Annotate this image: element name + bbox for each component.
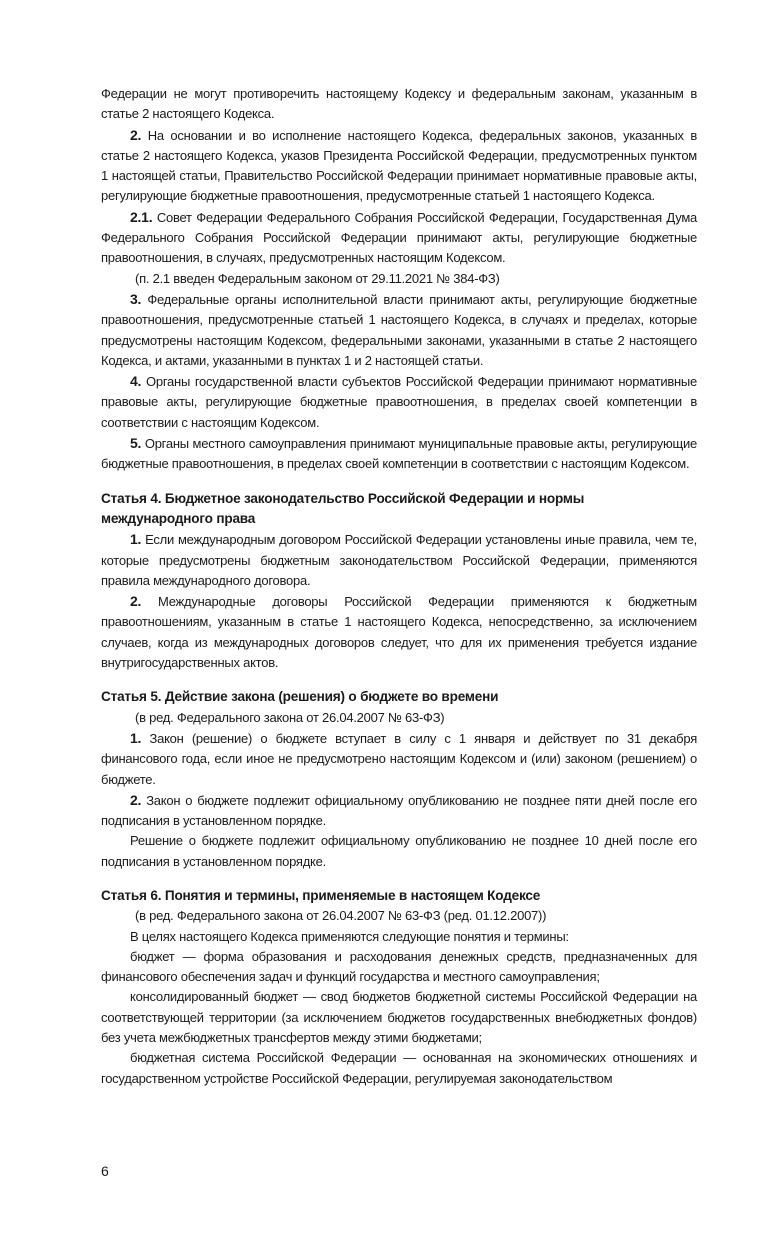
item-number: 3. xyxy=(130,290,142,307)
paragraph-text: На основании и во исполнение настоящего Кодекса, федеральных законов, указанных в статье 2 настоящего Кодекса, указов Президента Российской Федерации, предусмотренных пунктом 1 настоящей статьи, Правительство Российской Федерации принимает нормативные правовые акты, регулирующие бюджетные правоотношения, предусмотренные статьей 1 настоящего Кодекса. xyxy=(101,127,697,204)
paragraph-text: Закон о бюджете подлежит официальному опубликованию не позднее пяти дней после его подписания в установленном порядке. xyxy=(101,792,697,829)
amendment-note: (в ред. Федерального закона от 26.04.2007 № 63-ФЗ) xyxy=(135,709,445,725)
paragraph: консолидированный бюджет — свод бюджетов бюджетной системы Российской Федерации на соответствующей территории (за исключением бюджетов государственных внебюджетных фондов) без учета межбюджетных трансфертов между этими бюджетами; xyxy=(101,989,697,1046)
paragraph xyxy=(101,433,697,475)
item-number: 4. xyxy=(130,373,142,390)
amendment-note: (в ред. Федерального закона от 26.04.2007 № 63-ФЗ (ред. 01.12.2007)) xyxy=(135,908,547,924)
item-number: 1. xyxy=(130,729,142,746)
item-number: 5. xyxy=(130,435,142,452)
item-number: 2.1. xyxy=(130,208,153,225)
article-heading: Статья 5. Действие закона (решения) о бюджете во времени xyxy=(101,689,499,705)
paragraph-text: Федеральные органы исполнительной власти принимают акты, регулирующие бюджетные правоотношения, предусмотренные статьей 1 настоящего Кодекса, в случаях и пределах, которые предусмотрены настоящим Кодексом, федеральными законами, указанными в статье 2 настоящего Кодекса, и актами, указанными в пунктах 1 и 2 настоящей статьи. xyxy=(101,291,697,368)
amendment-note: (п. 2.1 введен Федеральным законом от 29.11.2021 № 384-ФЗ) xyxy=(135,270,500,286)
paragraph xyxy=(101,790,697,832)
paragraph: бюджет — форма образования и расходования денежных средств, предназначенных для финансового обеспечения задач и функций государства и местного самоуправления; xyxy=(101,948,697,985)
paragraph-text: Органы государственной власти субъектов Российской Федерации принимают нормативные правовые акты, регулирующие бюджетные правоотношения, в пределах своей компетенции в соответствии с настоящим Кодексом. xyxy=(101,374,697,430)
paragraph: бюджетная система Российской Федерации — основанная на экономических отношениях и государственном устройстве Российской Федерации, регулируемая законодательством xyxy=(101,1050,697,1086)
paragraph-text: Международные договоры Российской Федерации применяются к бюджетным правоотношениям, указанным в статье 1 настоящего Кодекса, непосредственно, за исключением случаев, когда из международных договоров следует, что для их применения требуется издание внутригосударственных актов. xyxy=(101,594,697,671)
paragraph xyxy=(101,207,697,269)
item-number: 2. xyxy=(130,791,142,808)
article-heading: Статья 6. Понятия и термины, применяемые в настоящем Кодексе xyxy=(101,887,541,903)
paragraph-text: Совет Федерации Федерального Собрания Российской Федерации, Государственная Дума Федерального Собрания Российской Федерации принимают акты, регулирующие бюджетные правоотношения, в случаях, предусмотренных настоящим Кодексом. xyxy=(101,209,697,266)
item-number: 2. xyxy=(130,593,142,610)
paragraph-text: Если международным договором Российской Федерации установлены иные правила, чем те, которые предусмотрены бюджетным законодательством Российской Федерации, применяются правила международного договора. xyxy=(101,532,697,588)
paragraph xyxy=(101,728,697,790)
paragraph: Федерации не могут противоречить настоящему Кодексу и федеральным законам, указанным в статье 2 настоящего Кодекса. xyxy=(101,86,697,122)
paragraph xyxy=(101,371,697,433)
paragraph xyxy=(101,591,697,673)
page-number: 6 xyxy=(101,1163,109,1179)
paragraph xyxy=(101,529,697,591)
page-body xyxy=(101,84,697,1089)
article-heading: Статья 4. Бюджетное законодательство Российской Федерации и нормы международного права xyxy=(101,490,585,526)
paragraph: Решение о бюджете подлежит официальному опубликованию не позднее 10 дней после его подписания в установленном порядке. xyxy=(101,833,697,869)
paragraph: В целях настоящего Кодекса применяются следующие понятия и термины: xyxy=(130,928,569,944)
paragraph xyxy=(101,125,697,207)
item-number: 1. xyxy=(130,531,142,548)
paragraph-text: Закон (решение) о бюджете вступает в силу с 1 января и действует по 31 декабря финансового года, если иное не предусмотрено настоящим Кодексом и (или) законом (решением) о бюджете. xyxy=(101,730,697,787)
item-number: 2. xyxy=(130,126,142,143)
paragraph xyxy=(101,289,697,371)
paragraph-text: Органы местного самоуправления принимают муниципальные правовые акты, регулирующие бюджетные правоотношения, в пределах своей компетенции в соответствии с настоящим Кодексом. xyxy=(101,436,697,472)
